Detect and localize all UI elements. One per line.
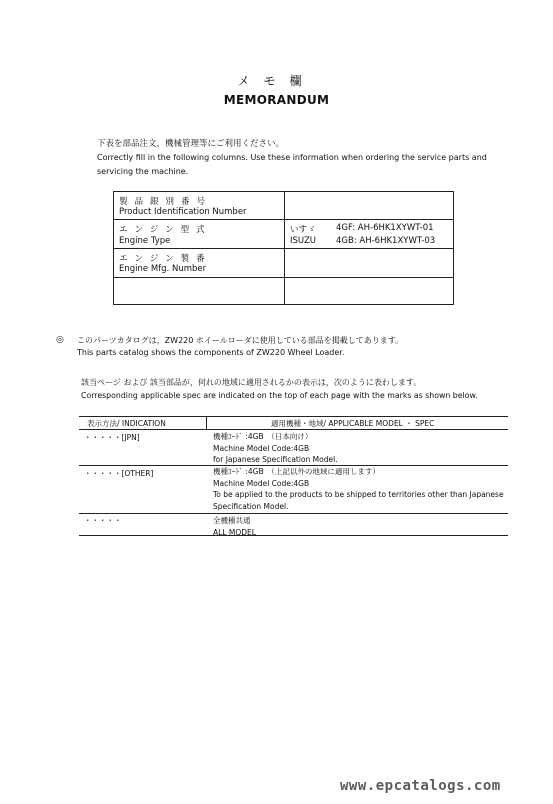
double-circle-icon: ◎ [56, 335, 64, 345]
table-rule [79, 513, 508, 514]
applicable-model-header: 適用機種・地域/ APPLICABLE MODEL ・ SPEC [271, 419, 435, 428]
engine-mfg-label: Engine Mfg. Number [119, 264, 207, 274]
jpn-line: for Japanese Specification Model. [213, 455, 338, 464]
title-japanese: メモ欄 [237, 74, 316, 88]
table-rule [79, 429, 508, 430]
other-mark: ・・・・・[OTHER] [84, 469, 154, 478]
jpn-description [213, 431, 338, 466]
catalog-note: This parts catalog shows the components of ZW220 Wheel Loader. [77, 348, 345, 357]
jpn-mark: ・・・・・[JPN] [84, 433, 140, 442]
other-line: Specification Model. [213, 501, 289, 511]
jpn-line: Machine Model Code:4GB [213, 443, 310, 453]
all-model-line: 全機種共通 [213, 516, 251, 525]
other-line: Machine Model Code:4GB [213, 478, 310, 488]
engine-spec-4gf: 4GF: AH-6HK1XYWT-01 [336, 223, 434, 233]
engine-mfg-label-jp: エンジン製番 [119, 254, 212, 264]
jpn-line: 機種ｺｰﾄﾞ :4GB （日本向け） [213, 432, 313, 441]
indication-header: 表示方法/ INDICATION [87, 419, 166, 428]
all-model-mark: ・・・・・ [84, 516, 122, 525]
table-row-divider [114, 219, 453, 220]
table-row-divider [114, 248, 453, 249]
spec-note-jp: 該当ページ および 該当部品が，何れの地域に適用されるかの表示は，次のように表わします。 [81, 378, 422, 387]
engine-maker-en: ISUZU [290, 236, 317, 246]
table-rule [79, 416, 508, 417]
intro-japanese: 下表を部品注文，機械管理等にご利用ください。 [97, 139, 285, 149]
engine-type-label-jp: エンジン型式 [119, 225, 212, 235]
spec-note: Corresponding applicable spec are indicated on the top of each page with the marks as shown below. [81, 391, 478, 400]
other-description [213, 466, 504, 512]
engine-type-label: Engine Type [119, 236, 171, 246]
page-title: MEMORANDUM [223, 93, 330, 107]
product-id-label-jp: 製品銀別番号 [119, 197, 213, 207]
all-model-line: ALL MODEL [213, 527, 256, 537]
table-row-divider [114, 277, 453, 278]
engine-maker-jp: いすゞ [290, 225, 316, 235]
watermark: www.epcatalogs.com [340, 778, 501, 794]
table-rule [79, 535, 508, 536]
intro-english: Correctly fill in the following columns. Use these information when ordering the service parts and servicing the machine. [97, 153, 487, 176]
other-line: To be applied to the products to be shipped to territories other than Japanese [213, 490, 504, 499]
product-identification-table [113, 191, 454, 305]
product-id-label: Product Identification Number [119, 207, 247, 217]
catalog-note-jp: このパーツカタログは，ZW220 ホイールローダに使用している部品を掲載してあります。 [77, 336, 404, 345]
engine-spec-4gb: 4GB: AH-6HK1XYWT-03 [336, 236, 436, 246]
table-column-divider [206, 416, 207, 429]
other-line: 機種ｺｰﾄﾞ :4GB （上記以外の地域に適用します） [213, 467, 380, 476]
